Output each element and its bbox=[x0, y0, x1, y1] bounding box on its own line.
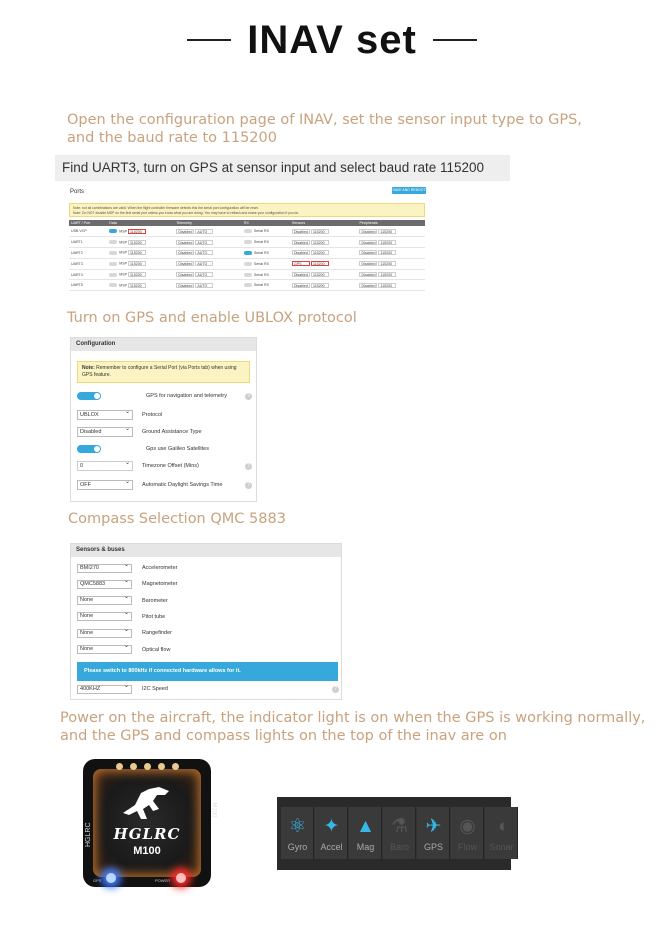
peripheral-baud-select[interactable]: 115200 bbox=[378, 229, 396, 234]
port-name: UART3 bbox=[69, 258, 107, 269]
serial-rx-label: Serial RX bbox=[253, 240, 270, 245]
serial-rx-toggle[interactable] bbox=[244, 251, 252, 255]
rx-cell bbox=[242, 226, 290, 237]
ports-note-line2: Note: Do NOT disable MSP on the first serial port unless you know what you are doing. You may have to reflash and erase your configuration if you do. bbox=[73, 210, 300, 215]
title-dash-right bbox=[433, 39, 477, 41]
col-telemetry: Telemetry bbox=[174, 220, 242, 226]
peripherals-cell bbox=[357, 237, 425, 248]
telemetry-select[interactable]: Disabled bbox=[176, 250, 194, 255]
dst-label: Automatic Daylight Savings Time bbox=[142, 481, 223, 488]
sensor-baud-select[interactable]: 115200 bbox=[311, 250, 329, 255]
peripheral-select[interactable]: Disabled bbox=[359, 250, 377, 255]
step2-caption: Turn on GPS and enable UBLOX protocol bbox=[67, 310, 357, 326]
pad-dot bbox=[116, 763, 123, 770]
led-label-gps: GPS bbox=[93, 878, 102, 883]
serial-rx-toggle[interactable] bbox=[244, 283, 252, 287]
status-item-gps bbox=[417, 807, 450, 859]
status-item-label: Sonar bbox=[489, 842, 514, 852]
gps-nav-row bbox=[77, 387, 252, 405]
galileo-row bbox=[77, 442, 252, 456]
sensor-select[interactable]: Disabled bbox=[292, 229, 310, 234]
sensor-label: Rangefinder bbox=[142, 630, 172, 637]
msp-baud-select[interactable]: 115200 bbox=[128, 272, 146, 277]
telemetry-select[interactable]: Disabled bbox=[176, 229, 194, 234]
module-body bbox=[83, 759, 217, 887]
status-item-gyro bbox=[281, 807, 314, 859]
telemetry-baud-select[interactable]: AUTO bbox=[195, 240, 213, 245]
ports-row-uart5 bbox=[69, 280, 425, 291]
status-item-label: Accel bbox=[320, 842, 343, 852]
sensor-select[interactable]: None ⌄ bbox=[77, 612, 132, 621]
col-peripherals: Peripherals bbox=[357, 220, 425, 226]
sensor-row-magnetometer bbox=[77, 578, 339, 590]
protocol-label: Protocol bbox=[142, 411, 163, 418]
msp-toggle[interactable] bbox=[109, 251, 117, 255]
telemetry-select[interactable]: Disabled bbox=[176, 272, 194, 277]
step1-band: Find UART3, turn on GPS at sensor input and select baud rate 115200 bbox=[55, 155, 510, 181]
peripheral-baud-select[interactable]: 115200 bbox=[378, 250, 396, 255]
sensor-baud-select[interactable]: 115200 bbox=[311, 229, 329, 234]
sensors-cell bbox=[290, 280, 358, 291]
serial-rx-toggle[interactable] bbox=[244, 273, 252, 277]
ports-row-uart1 bbox=[69, 237, 425, 248]
gps-module-photo bbox=[80, 756, 217, 896]
data-cell bbox=[107, 237, 174, 248]
msp-toggle[interactable] bbox=[109, 273, 117, 277]
configuration-panel bbox=[70, 337, 257, 502]
i2c-speed-label: I2C Speed bbox=[142, 686, 168, 692]
module-brand: HGLRC bbox=[113, 825, 181, 843]
col-rx: RX bbox=[242, 220, 290, 226]
sensors-cell bbox=[290, 237, 358, 248]
sensor-select[interactable]: QMC5883 ⌄ bbox=[77, 580, 132, 589]
col-data: Data bbox=[107, 220, 174, 226]
sonar-icon: ◖ bbox=[495, 816, 508, 837]
module-side-model: M100 bbox=[210, 802, 217, 818]
step1-caption: Open the configuration page of INAV, set the sensor input type to GPS, and the baud rate to 115200 bbox=[67, 112, 582, 146]
sensor-select[interactable]: Disabled bbox=[292, 272, 310, 277]
dinosaur-logo-icon bbox=[119, 783, 175, 823]
baro-icon: ⚗ bbox=[390, 816, 409, 837]
i2c-row bbox=[77, 683, 339, 695]
col-port: UART / Port bbox=[69, 220, 107, 226]
power-led-icon bbox=[176, 873, 186, 883]
pad-dot bbox=[172, 763, 179, 770]
peripheral-select[interactable]: Disabled bbox=[359, 283, 377, 288]
module-side-brand: HGLRC bbox=[85, 822, 92, 847]
dst-select[interactable]: OFF ⌄ bbox=[77, 480, 133, 490]
serial-rx-label: Serial RX bbox=[253, 283, 270, 288]
gps-note-bold: Note: bbox=[82, 365, 95, 371]
serial-rx-toggle[interactable] bbox=[244, 262, 252, 266]
status-item-flow bbox=[451, 807, 484, 859]
sensor-select[interactable]: Disabled bbox=[292, 283, 310, 288]
sensor-label: Accelerometer bbox=[142, 565, 178, 571]
gps-icon: ✈ bbox=[425, 816, 442, 837]
sensor-select[interactable]: Disabled bbox=[292, 250, 310, 255]
msp-label: MSP bbox=[119, 272, 128, 277]
telemetry-cell bbox=[174, 226, 242, 237]
telemetry-cell bbox=[174, 258, 242, 269]
status-bar-inner bbox=[281, 807, 514, 859]
msp-toggle[interactable] bbox=[109, 262, 117, 266]
serial-rx-label: Serial RX bbox=[253, 250, 270, 255]
status-item-label: GPS bbox=[423, 842, 443, 852]
config-heading: Configuration bbox=[71, 338, 256, 351]
peripherals-cell bbox=[357, 248, 425, 259]
ports-heading: Ports bbox=[70, 189, 85, 195]
peripherals-cell bbox=[357, 258, 425, 269]
module-model: M100 bbox=[133, 845, 161, 857]
status-item-label: Mag bbox=[356, 842, 375, 852]
sensor-label: Barometer bbox=[142, 597, 168, 604]
serial-rx-label: Serial RX bbox=[253, 272, 270, 277]
ports-table bbox=[69, 220, 425, 291]
page-title: INAV set bbox=[247, 17, 417, 62]
help-icon[interactable]: ? bbox=[245, 393, 252, 400]
sensor-select[interactable]: BMI270 ⌄ bbox=[77, 564, 132, 573]
status-item-label: Baro bbox=[389, 842, 409, 852]
ports-panel bbox=[66, 184, 428, 296]
sensors-heading: Sensors & buses bbox=[71, 544, 341, 557]
msp-label: MSP bbox=[119, 261, 128, 266]
title-dash-left bbox=[187, 39, 231, 41]
ground-assist-label: Ground Assistance Type bbox=[142, 428, 202, 435]
status-item-sonar bbox=[485, 807, 518, 859]
rx-cell bbox=[242, 237, 290, 248]
galileo-label: Gps use Galileo Satellites bbox=[146, 445, 209, 452]
sensor-select[interactable]: None ⌄ bbox=[77, 629, 132, 638]
telemetry-cell bbox=[174, 248, 242, 259]
serial-rx-label: Serial RX bbox=[253, 229, 270, 234]
telemetry-cell bbox=[174, 280, 242, 291]
gps-nav-toggle[interactable] bbox=[77, 392, 101, 400]
sensors-cell bbox=[290, 248, 358, 259]
port-name: UART5 bbox=[69, 280, 107, 291]
sensor-status-bar bbox=[277, 797, 514, 870]
sensor-row-optical-flow bbox=[77, 644, 339, 656]
i2c-notice: Please switch to 800kHz if connected hardware allows for it. bbox=[77, 662, 338, 681]
msp-label: MSP bbox=[119, 240, 128, 245]
i2c-speed-select[interactable]: 400KHZ ⌄ bbox=[77, 685, 132, 694]
msp-toggle[interactable] bbox=[109, 240, 117, 244]
sensor-baud-select[interactable]: 115200 bbox=[311, 272, 329, 277]
sensor-row-pitot-tube bbox=[77, 611, 339, 623]
msp-label: MSP bbox=[119, 250, 128, 255]
msp-baud-select[interactable]: 115200 bbox=[128, 261, 146, 266]
telemetry-select[interactable]: Disabled bbox=[176, 261, 194, 266]
serial-rx-toggle[interactable] bbox=[244, 240, 252, 244]
serial-rx-label: Serial RX bbox=[253, 261, 270, 266]
msp-label: MSP bbox=[119, 283, 128, 288]
sensor-baud-select[interactable]: 115200 bbox=[311, 283, 329, 288]
ports-row-uart4 bbox=[69, 269, 425, 280]
accel-icon: ✦ bbox=[323, 816, 340, 837]
sensor-select[interactable]: None ⌄ bbox=[77, 645, 132, 654]
msp-baud-select[interactable]: 115200 bbox=[128, 229, 146, 234]
telemetry-cell bbox=[174, 237, 242, 248]
peripheral-baud-select[interactable]: 115200 bbox=[378, 283, 396, 288]
step3-caption: Compass Selection QMC 5883 bbox=[68, 511, 286, 527]
port-name: UART2 bbox=[69, 248, 107, 259]
galileo-toggle[interactable] bbox=[77, 445, 101, 453]
rx-cell bbox=[242, 248, 290, 259]
msp-baud-select[interactable]: 115200 bbox=[128, 283, 146, 288]
peripheral-select[interactable]: Disabled bbox=[359, 229, 377, 234]
telemetry-baud-select[interactable]: AUTO bbox=[195, 261, 213, 266]
telemetry-baud-select[interactable]: AUTO bbox=[195, 250, 213, 255]
timezone-label: Timezone Offset (Mins) bbox=[142, 462, 199, 469]
sensor-select[interactable]: Disabled bbox=[292, 240, 310, 245]
sensor-row-barometer bbox=[77, 595, 339, 607]
mag-icon: ▲ bbox=[356, 816, 375, 837]
dst-row bbox=[77, 476, 252, 494]
port-name: UART1 bbox=[69, 237, 107, 248]
sensor-select[interactable]: GPS bbox=[292, 261, 310, 266]
protocol-row bbox=[77, 408, 252, 422]
telemetry-baud-select[interactable]: AUTO bbox=[195, 283, 213, 288]
msp-baud-select[interactable]: 115200 bbox=[128, 240, 146, 245]
sensor-label: Optical flow bbox=[142, 646, 171, 653]
sensors-cell bbox=[290, 226, 358, 237]
step4-caption: Power on the aircraft, the indicator light is on when the GPS is working normally, and the GPS and compass lights on the top of the inav are on bbox=[60, 710, 646, 744]
ground-assist-row bbox=[77, 425, 252, 439]
port-name: UART4 bbox=[69, 269, 107, 280]
save-reboot-button[interactable]: SAVE AND REBOOT bbox=[392, 188, 426, 192]
telemetry-select[interactable]: Disabled bbox=[176, 283, 194, 288]
ports-row-uart2 bbox=[69, 248, 425, 259]
status-item-mag bbox=[349, 807, 382, 859]
help-icon[interactable]: ? bbox=[245, 463, 252, 470]
ports-row-usb-vcp bbox=[69, 226, 425, 237]
flow-icon: ◉ bbox=[459, 816, 476, 837]
gps-note bbox=[77, 361, 250, 383]
peripheral-baud-select[interactable]: 115200 bbox=[378, 272, 396, 277]
peripheral-select[interactable]: Disabled bbox=[359, 272, 377, 277]
gps-note-text: Remember to configure a Serial Port (via Ports tab) when using GPS feature. bbox=[82, 365, 237, 378]
help-icon[interactable]: ? bbox=[332, 686, 339, 693]
peripheral-baud-select[interactable]: 115200 bbox=[378, 261, 396, 266]
data-cell bbox=[107, 258, 174, 269]
help-icon[interactable]: ? bbox=[245, 482, 252, 489]
status-item-accel bbox=[315, 807, 348, 859]
status-item-label: Flow bbox=[457, 842, 477, 852]
pad-dot bbox=[144, 763, 151, 770]
port-name: USB VCP bbox=[69, 226, 107, 237]
data-cell bbox=[107, 280, 174, 291]
peripheral-select[interactable]: Disabled bbox=[359, 261, 377, 266]
gps-led-icon bbox=[106, 873, 116, 883]
telemetry-baud-select[interactable]: AUTO bbox=[195, 229, 213, 234]
peripheral-select[interactable]: Disabled bbox=[359, 240, 377, 245]
rx-cell bbox=[242, 280, 290, 291]
sensor-baud-select[interactable]: 115200 bbox=[311, 240, 329, 245]
timezone-input[interactable]: 0 ⌄ bbox=[77, 461, 133, 471]
rx-cell bbox=[242, 269, 290, 280]
pad-dot bbox=[130, 763, 137, 770]
ports-note-line1: Note: not all combinations are valid. When the flight controller firmware detects this the serial port configuration will be reset. bbox=[73, 206, 259, 210]
ports-row-uart3 bbox=[69, 258, 425, 269]
peripheral-baud-select[interactable]: 115200 bbox=[378, 240, 396, 245]
ports-note bbox=[69, 203, 425, 217]
peripherals-cell bbox=[357, 280, 425, 291]
sensor-select[interactable]: None ⌄ bbox=[77, 596, 132, 605]
status-item-baro bbox=[383, 807, 416, 859]
status-item-label: Gyro bbox=[287, 842, 308, 852]
peripherals-cell bbox=[357, 269, 425, 280]
led-label-power: POWER bbox=[155, 878, 171, 883]
pad-dot bbox=[158, 763, 165, 770]
sensors-cell bbox=[290, 269, 358, 280]
data-cell bbox=[107, 269, 174, 280]
sensors-panel bbox=[70, 543, 342, 700]
msp-label: MSP bbox=[119, 229, 128, 234]
timezone-row bbox=[77, 459, 252, 473]
data-cell bbox=[107, 226, 174, 237]
page-header bbox=[0, 14, 664, 66]
sensor-row-rangefinder bbox=[77, 627, 339, 639]
sensor-row-accelerometer bbox=[77, 562, 339, 574]
protocol-select[interactable]: UBLOX ⌄ bbox=[77, 410, 133, 420]
peripherals-cell bbox=[357, 226, 425, 237]
msp-toggle[interactable] bbox=[109, 283, 117, 287]
telemetry-baud-select[interactable]: AUTO bbox=[195, 272, 213, 277]
sensor-label: Magnetometer bbox=[142, 581, 178, 588]
sensor-baud-select[interactable]: 115200 bbox=[311, 261, 329, 266]
ground-assist-select[interactable]: Disabled ⌄ bbox=[77, 427, 133, 437]
sensor-label: Pitot tube bbox=[142, 613, 166, 620]
rx-cell bbox=[242, 258, 290, 269]
col-sensors: Sensors bbox=[290, 220, 358, 226]
data-cell bbox=[107, 248, 174, 259]
sensors-cell bbox=[290, 258, 358, 269]
serial-rx-toggle[interactable] bbox=[244, 229, 252, 233]
telemetry-cell bbox=[174, 269, 242, 280]
msp-baud-select[interactable]: 115200 bbox=[128, 250, 146, 255]
msp-toggle[interactable] bbox=[109, 229, 117, 233]
gyro-icon: ⚛ bbox=[288, 816, 307, 837]
telemetry-select[interactable]: Disabled bbox=[176, 240, 194, 245]
gps-nav-label: GPS for navigation and telemetry bbox=[146, 392, 228, 399]
